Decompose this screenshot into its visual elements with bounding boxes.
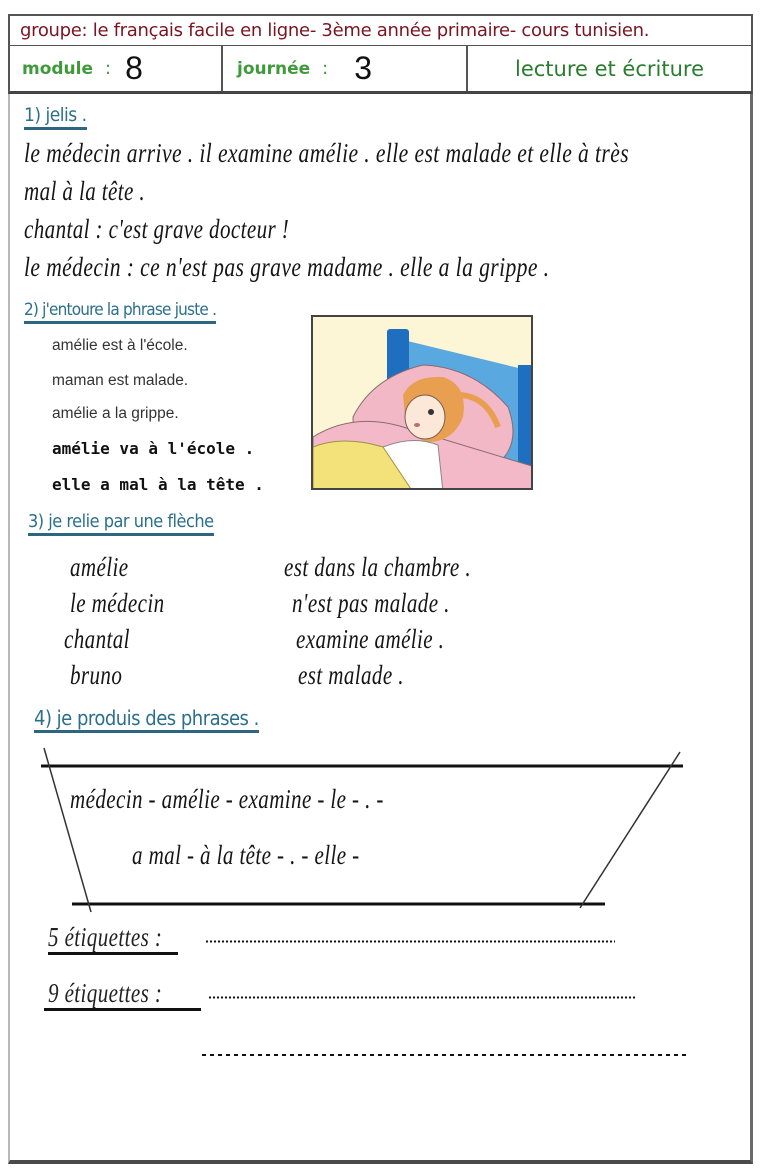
reading-line-4: le médecin : ce n'est pas grave madame . elle a la grippe . <box>24 252 550 282</box>
match-left-3[interactable]: chantal <box>64 624 130 654</box>
word-tiles-row-1: médecin - amélie - examine - le - . - <box>70 784 384 814</box>
answer-9-underline <box>44 1008 201 1011</box>
module-number: 8 <box>125 50 143 86</box>
answer-5-label: 5 étiquettes : <box>48 922 163 952</box>
match-right-2[interactable]: n'est pas malade . <box>292 588 450 618</box>
option-3[interactable]: amélie a la grippe. <box>52 405 179 422</box>
reading-line-1: le médecin arrive . il examine amélie . elle est malade et elle à très <box>24 138 629 168</box>
section3-title: 3) je relie par une flèche <box>28 513 214 536</box>
match-left-2[interactable]: le médecin <box>70 588 165 618</box>
option-4[interactable]: amélie va à l'école . <box>52 439 255 458</box>
match-right-4[interactable]: est malade . <box>298 660 404 690</box>
reading-line-3: chantal : c'est grave docteur ! <box>24 214 290 244</box>
word-tiles-row-2: a mal - à la tête - . - elle - <box>132 840 360 870</box>
answer-9-line-1[interactable] <box>208 996 636 999</box>
option-1[interactable]: amélie est à l'école. <box>52 337 188 354</box>
reading-line-2: mal à la tête . <box>24 176 146 206</box>
group-line: groupe: le français facile en ligne- 3ème année primaire- cours tunisien. <box>20 20 650 41</box>
answer-9-line-2[interactable] <box>202 1054 688 1057</box>
section4-title: 4) je produis des phrases . <box>34 708 259 733</box>
day-colon: : <box>322 58 329 79</box>
section2-title: 2) j'entoure la phrase juste . <box>24 302 216 324</box>
answer-5-underline <box>48 952 178 955</box>
match-left-1[interactable]: amélie <box>70 552 129 582</box>
match-right-3[interactable]: examine amélie . <box>296 624 445 654</box>
subject-title: lecture et écriture <box>514 56 704 81</box>
answer-9-label: 9 étiquettes : <box>48 978 163 1008</box>
section1-title: 1) jelis . <box>24 106 87 130</box>
module-label: module <box>22 58 94 79</box>
match-left-4[interactable]: bruno <box>70 660 123 690</box>
option-2[interactable]: maman est malade. <box>52 372 189 389</box>
option-5[interactable]: elle a mal à la tête . <box>52 475 264 494</box>
day-number: 3 <box>354 50 373 86</box>
answer-5-line[interactable] <box>205 940 615 943</box>
day-label: journée <box>237 58 311 79</box>
module-colon: : <box>105 58 112 79</box>
match-right-1[interactable]: est dans la chambre . <box>284 552 471 582</box>
